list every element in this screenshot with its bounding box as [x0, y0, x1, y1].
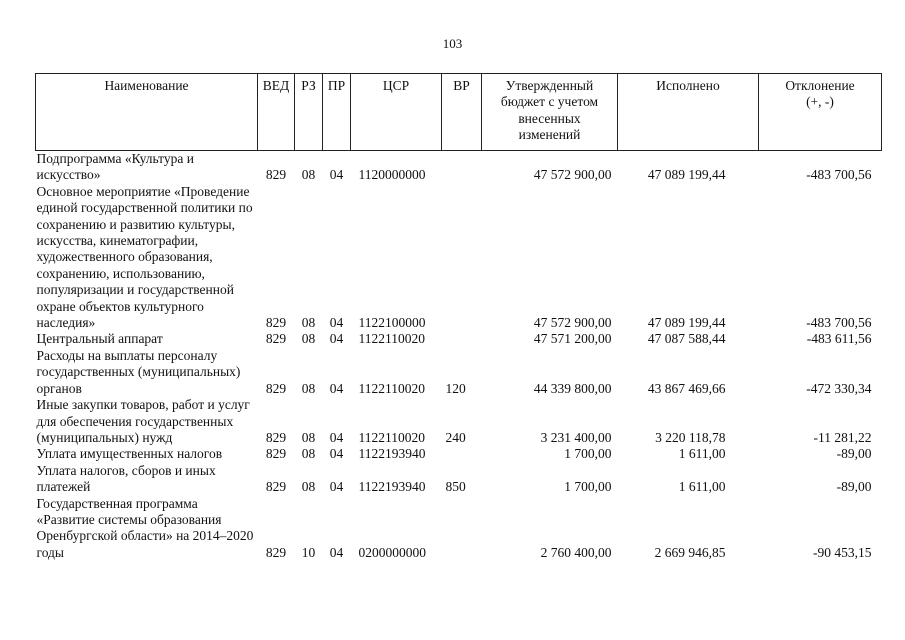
row-csr: 1122193940 [358, 446, 426, 462]
row-name: Государственная программа «Развитие системы образования Оренбургской области» на 2014–2020 годы [36, 495, 254, 560]
row-executed: 1 611,00 [678, 479, 726, 495]
row-executed: 47 089 199,44 [647, 315, 726, 331]
row-approved-budget: 2 760 400,00 [540, 544, 612, 560]
row-executed: 1 611,00 [678, 446, 726, 462]
row-pr: 04 [329, 331, 344, 347]
row-ved: 829 [265, 315, 287, 331]
row-deviation: -89,00 [836, 479, 872, 495]
row-csr: 0200000000 [358, 544, 426, 560]
row-ved: 829 [265, 544, 287, 560]
table-row [36, 446, 882, 462]
table-row [36, 151, 882, 184]
row-csr: 1120000000 [358, 167, 426, 183]
header-rz: РЗ [295, 74, 323, 151]
row-pr: 04 [329, 446, 344, 462]
row-rz: 08 [301, 446, 316, 462]
row-approved-budget: 47 572 900,00 [533, 315, 612, 331]
row-csr: 1122193940 [358, 479, 426, 495]
row-vr: 120 [445, 380, 466, 396]
row-vr [442, 331, 482, 347]
row-executed: 3 220 118,78 [655, 429, 726, 445]
row-executed: 47 089 199,44 [647, 167, 726, 183]
row-ved: 829 [265, 167, 287, 183]
header-vr: ВР [442, 74, 482, 151]
row-pr: 04 [329, 544, 344, 560]
header-ved: ВЕД [258, 74, 295, 151]
row-csr: 1122100000 [358, 315, 426, 331]
row-pr: 04 [329, 315, 344, 331]
row-name: Основное мероприятие «Проведение единой государственной политики по сохранению и развитию культуры, искусства, кинематографии, художественного образования, сохранению, использованию, популяризации и государственной охране объектов культурного наследия» [36, 183, 253, 331]
table-row [36, 496, 882, 562]
row-approved-budget: 1 700,00 [564, 446, 612, 462]
row-deviation: -11 281,22 [813, 429, 872, 445]
row-pr: 04 [329, 380, 344, 396]
row-name: Подпрограмма «Культура и искусство» [36, 151, 194, 183]
row-csr: 1122110020 [358, 429, 425, 445]
row-deviation: -89,00 [836, 446, 872, 462]
row-deviation: -483 700,56 [806, 167, 872, 183]
row-pr: 04 [329, 479, 344, 495]
row-vr [442, 151, 482, 184]
row-vr [442, 184, 482, 332]
row-ved: 829 [265, 331, 287, 347]
row-name: Расходы на выплаты персоналу государственных (муниципальных) органов [36, 347, 241, 396]
budget-table [35, 73, 882, 561]
table-row [36, 331, 882, 347]
row-vr [442, 446, 482, 462]
row-rz: 08 [301, 380, 316, 396]
row-vr [442, 496, 482, 562]
row-pr: 04 [329, 429, 344, 445]
page-number: 103 [442, 36, 463, 51]
row-rz: 10 [301, 544, 316, 560]
row-deviation: -483 700,56 [806, 315, 872, 331]
row-csr: 1122110020 [358, 331, 425, 347]
row-rz: 08 [301, 315, 316, 331]
table-row [36, 397, 882, 446]
header-name: Наименование [36, 74, 258, 151]
row-rz: 08 [301, 429, 316, 445]
row-pr: 04 [329, 167, 344, 183]
header-row [36, 74, 882, 151]
row-executed: 47 087 588,44 [647, 331, 726, 347]
row-rz: 08 [301, 479, 316, 495]
table-row [36, 348, 882, 397]
row-ved: 829 [265, 380, 287, 396]
row-ved: 829 [265, 429, 287, 445]
header-executed: Исполнено [618, 74, 759, 151]
row-name: Уплата имущественных налогов [36, 446, 223, 462]
row-deviation: -472 330,34 [806, 380, 872, 396]
row-deviation: -483 611,56 [806, 331, 872, 347]
row-vr: 240 [445, 429, 466, 445]
row-rz: 08 [301, 167, 316, 183]
row-name: Иные закупки товаров, работ и услуг для обеспечения государственных (муниципальных) нужд [36, 397, 250, 445]
row-approved-budget: 47 571 200,00 [533, 331, 612, 347]
row-approved-budget: 1 700,00 [564, 479, 612, 495]
header-csr: ЦСР [351, 74, 442, 151]
row-deviation: -90 453,15 [813, 544, 872, 560]
row-ved: 829 [265, 479, 287, 495]
row-vr: 850 [445, 479, 466, 495]
header-approved-budget: Утвержденный бюджет с учетом внесенных изменений [482, 74, 618, 151]
table-row [36, 184, 882, 332]
row-executed: 2 669 946,85 [654, 544, 726, 560]
row-approved-budget: 44 339 800,00 [533, 380, 612, 396]
row-csr: 1122110020 [358, 380, 425, 396]
table-row [36, 463, 882, 496]
row-rz: 08 [301, 331, 316, 347]
row-name: Центральный аппарат [36, 331, 163, 347]
row-approved-budget: 3 231 400,00 [540, 429, 612, 445]
header-deviation: Отклонение (+, -) [759, 74, 882, 151]
row-ved: 829 [265, 446, 287, 462]
row-executed: 43 867 469,66 [647, 380, 726, 396]
header-pr: ПР [323, 74, 351, 151]
row-approved-budget: 47 572 900,00 [533, 167, 612, 183]
row-name: Уплата налогов, сборов и иных платежей [36, 462, 216, 495]
